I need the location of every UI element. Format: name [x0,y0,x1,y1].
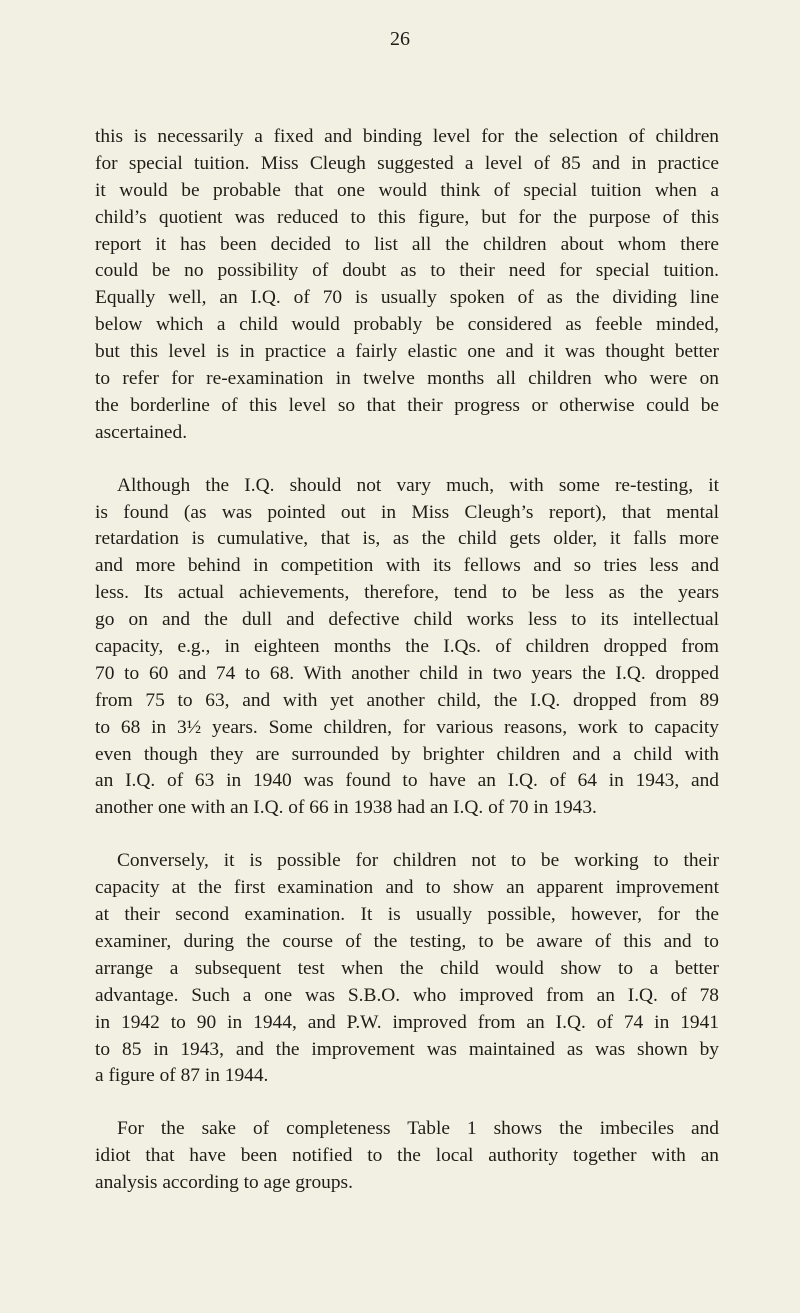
text-line: from 75 to 63, and with yet another child, the I.Q. dropped from 89 [95,689,719,711]
text-line: advantage. Such a one was S.B.O. who improved from an I.Q. of 78 [95,984,719,1006]
text-line: an I.Q. of 63 in 1940 was found to have an I.Q. of 64 in 1943, and [95,770,719,792]
text-line: capacity at the first examination and to show an apparent improvement [95,877,719,899]
text-line: report it has been decided to list all the children about whom there [95,233,719,255]
text-line: could be no possibility of doubt as to their need for special tuition. [95,260,719,282]
paragraph [95,1116,719,1197]
text-line: but this level is in practice a fairly elastic one and it was thought better [95,341,719,363]
page-number: 26 [390,28,410,50]
text-line: Conversely, it is possible for children not to be working to their [117,850,719,872]
text-line: examiner, during the course of the testing, to be aware of this and to [95,930,719,952]
text-line: to refer for re-examination in twelve months all children who were on [95,368,719,390]
text-line: to 68 in 3½ years. Some children, for various reasons, work to capacity [95,716,719,738]
paragraph [95,473,719,823]
text-line: For the sake of completeness Table 1 shows the imbeciles and [117,1118,719,1140]
text-line: below which a child would probably be considered as feeble minded, [95,314,719,336]
text-line: the borderline of this level so that their progress or otherwise could be [95,394,719,416]
paragraph [95,124,719,447]
text-line: ascertained. [95,421,188,443]
text-line: capacity, e.g., in eighteen months the I.Qs. of children dropped from [95,636,719,658]
text-line: it would be probable that one would think of special tuition when a [95,179,719,201]
text-line: analysis according to age groups. [95,1172,353,1194]
text-line: is found (as was pointed out in Miss Cleugh’s report), that mental [95,501,719,523]
text-line: this is necessarily a fixed and binding level for the selection of children [95,126,719,147]
text-line: 70 to 60 and 74 to 68. With another child in two years the I.Q. dropped [95,662,719,684]
paragraph [95,848,719,1090]
text-line: retardation is cumulative, that is, as the child gets older, it falls more [95,528,719,550]
text-line: child’s quotient was reduced to this figure, but for the purpose of this [95,206,719,228]
text-line: in 1942 to 90 in 1944, and P.W. improved from an I.Q. of 74 in 1941 [95,1011,719,1033]
text-line: a figure of 87 in 1944. [95,1065,269,1087]
text-line: Equally well, an I.Q. of 70 is usually spoken of as the dividing line [95,287,719,309]
text-line: and more behind in competition with its fellows and so tries less and [95,555,719,577]
body-text [95,124,719,1223]
text-line: Although the I.Q. should not vary much, with some re-testing, it [117,474,719,496]
text-line: at their second examination. It is usually possible, however, for the [95,904,719,926]
text-line: even though they are surrounded by brighter children and a child with [95,743,719,765]
text-line: to 85 in 1943, and the improvement was maintained as was shown by [95,1038,719,1060]
text-line: go on and the dull and defective child works less to its intellectual [95,609,719,631]
text-line: less. Its actual achievements, therefore, tend to be less as the years [95,582,719,604]
text-line: for special tuition. Miss Cleugh suggested a level of 85 and in practice [95,152,719,174]
text-line: idiot that have been notified to the local authority together with an [95,1145,719,1167]
text-line: arrange a subsequent test when the child would show to a better [95,957,719,979]
text-line: another one with an I.Q. of 66 in 1938 had an I.Q. of 70 in 1943. [95,797,597,819]
